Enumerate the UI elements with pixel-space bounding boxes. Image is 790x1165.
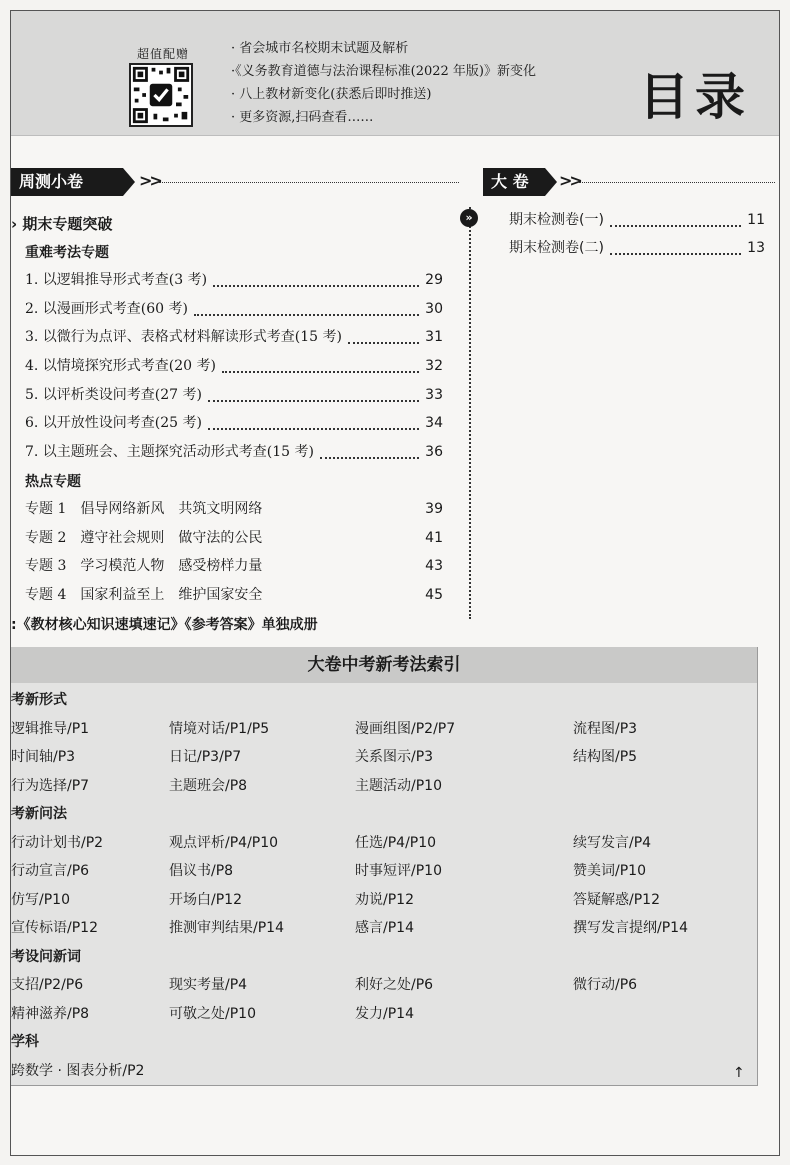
index-entry[interactable]: 利好之处/P6 [355,977,434,993]
index-group-title: 考设问新词 [11,948,81,965]
index-entry[interactable]: 撰写发言提纲/P14 [573,920,688,936]
topic-title-a: 倡导网络新风 [80,501,165,517]
toc-page [10,10,780,1156]
index-entry[interactable]: 主题活动/P10 [355,777,442,794]
index-entry[interactable]: 劝说/P12 [355,891,414,908]
separate-booklet-note: :《教材核心知识速填速记》《参考答案》单独成册 [11,617,318,633]
topic-label: 专题 4 [25,587,67,603]
index-entry[interactable]: 感言/P14 [355,920,414,936]
index-entry[interactable]: 赞美词/P10 [573,863,646,879]
index-entry[interactable]: 流程图/P3 [573,720,638,737]
index-entry[interactable]: 推测审判结果/P14 [169,920,284,936]
bullet-item: ·《义务教育道德与法治课程标准(2022 年版)》新变化 [231,64,536,79]
leader-dots [208,416,419,430]
index-entry[interactable]: 时间轴/P3 [11,749,76,765]
toc-page-number: 11 [747,212,765,228]
toc-page-number: 43 [425,558,443,574]
topic-entry[interactable] [25,553,443,579]
topic-label: 专题 2 [25,530,67,546]
toc-page-number: 32 [425,358,443,374]
index-entry[interactable]: 逻辑推导/P1 [11,720,90,737]
spacer [268,503,419,515]
spacer [268,532,419,544]
index-group-title: 学科 [11,1034,39,1050]
toc-entry-title: 6. 以开放性设问考查(25 考) [25,415,202,431]
index-entry[interactable]: 续写发言/P4 [573,834,652,851]
section-title [11,213,112,234]
toc-entry[interactable] [509,235,765,261]
index-entry[interactable]: 支招/P2/P6 [11,977,84,993]
header-bullets [231,37,536,129]
bullet-item: · 更多资源,扫码查看…… [231,110,374,125]
leader-dots [194,302,419,316]
section-title-text: 期末专题突破 [22,215,113,233]
index-entry[interactable]: 观点评析/P4/P10 [169,834,279,851]
toc-entry[interactable] [25,296,443,322]
index-entry[interactable]: 开场白/P12 [169,891,242,908]
tag-divider [579,182,775,183]
leader-dots [213,273,419,287]
toc-page-number: 34 [425,415,443,431]
index-entry[interactable]: 时事短评/P10 [355,863,442,879]
bullet-chevron-icon: › [11,215,18,233]
toc-page-number: 29 [425,272,443,288]
leader-dots [610,213,741,227]
topic-label: 专题 1 [25,501,67,517]
index-group-title: 考新形式 [11,692,67,708]
double-chevron-icon: >> [139,171,160,190]
toc-page-number: 39 [425,501,443,517]
spacer [268,589,419,601]
toc-entry-title: 2. 以漫画形式考查(60 考) [25,301,188,317]
spacer [268,560,419,572]
toc-entry[interactable] [25,439,443,465]
index-entry[interactable]: 可敬之处/P10 [169,1005,256,1022]
toc-entry[interactable] [25,353,443,379]
toc-entry-title: 1. 以逻辑推导形式考查(3 考) [25,272,208,288]
index-entry[interactable]: 跨数学 · 图表分析/P2 [11,1062,145,1079]
toc-page-number: 13 [747,240,765,256]
toc-entry[interactable] [25,324,443,350]
weekly-tests-tag: 周测小卷 [11,168,123,196]
index-entry[interactable]: 现实考量/P4 [169,977,248,993]
toc-entry-title: 3. 以微行为点评、表格式材料解读形式考查(15 考) [25,329,342,345]
topic-title-a: 学习模范人物 [80,558,165,574]
leader-dots [348,330,419,344]
index-entry[interactable]: 主题班会/P8 [169,777,248,794]
qr-code[interactable] [129,63,193,127]
toc-page-number: 33 [425,387,443,403]
index-entry[interactable]: 行动宣言/P6 [11,863,90,879]
leader-dots [320,445,419,459]
topic-label: 专题 3 [25,558,67,574]
double-chevron-circle-icon: » [460,209,478,227]
index-entry[interactable]: 任选/P4/P10 [355,834,437,851]
subsection-title: 重难考法专题 [25,245,109,261]
qr-label: 超值配赠 [137,47,190,61]
index-entry[interactable]: 结构图/P5 [573,749,638,765]
index-entry[interactable]: 宣传标语/P12 [11,920,98,936]
index-entry[interactable]: 倡议书/P8 [169,863,234,879]
topic-title-b: 维护国家安全 [178,587,263,603]
toc-entry[interactable] [509,207,765,233]
tag-divider [159,182,459,183]
topic-title-b: 共筑文明网络 [178,501,263,517]
index-entry[interactable]: 精神滋养/P8 [11,1005,90,1022]
toc-page-number: 36 [425,444,443,460]
toc-entry-title: 7. 以主题班会、主题探究活动形式考查(15 考) [25,444,314,460]
index-entry[interactable]: 漫画组图/P2/P7 [355,720,456,737]
header-band [11,11,779,136]
toc-page-number: 30 [425,301,443,317]
toc-entry[interactable] [25,382,443,408]
topic-title-a: 遵守社会规则 [80,530,165,546]
index-group-title: 考新问法 [11,806,67,822]
leader-dots [208,388,419,402]
topic-title-b: 做守法的公民 [178,530,263,546]
index-entry[interactable]: 情境对话/P1/P5 [169,720,270,737]
toc-page-number: 45 [425,587,443,603]
topic-title-a: 国家利益至上 [80,587,165,603]
bullet-item: · 省会城市名校期末试题及解析 [231,41,409,56]
column-divider [469,207,471,619]
index-entry[interactable]: 日记/P3/P7 [169,749,242,765]
index-entry[interactable]: 发力/P14 [355,1005,414,1022]
index-entry[interactable]: 微行动/P6 [573,977,638,993]
index-entry[interactable]: 关系图示/P3 [355,749,434,765]
index-entry[interactable]: 行动计划书/P2 [11,834,104,851]
toc-entry-title: 5. 以评析类设问考查(27 考) [25,387,202,403]
toc-entry-title: 期末检测卷(一) [509,212,604,228]
up-arrow-icon: ↑ [733,1065,745,1081]
topic-title-b: 感受榜样力量 [178,558,263,574]
index-title: 大卷中考新考法索引 [11,647,757,683]
topic-entry[interactable] [25,525,443,551]
index-entry[interactable]: 答疑解惑/P12 [573,891,660,908]
index-entry[interactable]: 仿写/P10 [11,891,70,908]
bullet-item: · 八上教材新变化(获悉后即时推送) [231,87,432,102]
index-entry[interactable]: 行为选择/P7 [11,777,90,794]
double-chevron-icon: >> [559,171,580,190]
new-question-index [11,647,758,1086]
subsection-title: 热点专题 [25,474,81,490]
leader-dots [222,359,419,373]
qr-code-icon [131,65,191,125]
page-title: 目录 [639,68,751,126]
toc-entry-title: 4. 以情境探究形式考查(20 考) [25,358,216,374]
leader-dots [610,241,741,255]
topic-entry[interactable] [25,582,443,608]
toc-page-number: 31 [425,329,443,345]
toc-entry-title: 期末检测卷(二) [509,240,604,256]
toc-entry[interactable] [25,410,443,436]
topic-entry[interactable] [25,496,443,522]
toc-entry[interactable] [25,267,443,293]
big-tests-tag: 大 卷 [483,168,545,196]
toc-page-number: 41 [425,530,443,546]
